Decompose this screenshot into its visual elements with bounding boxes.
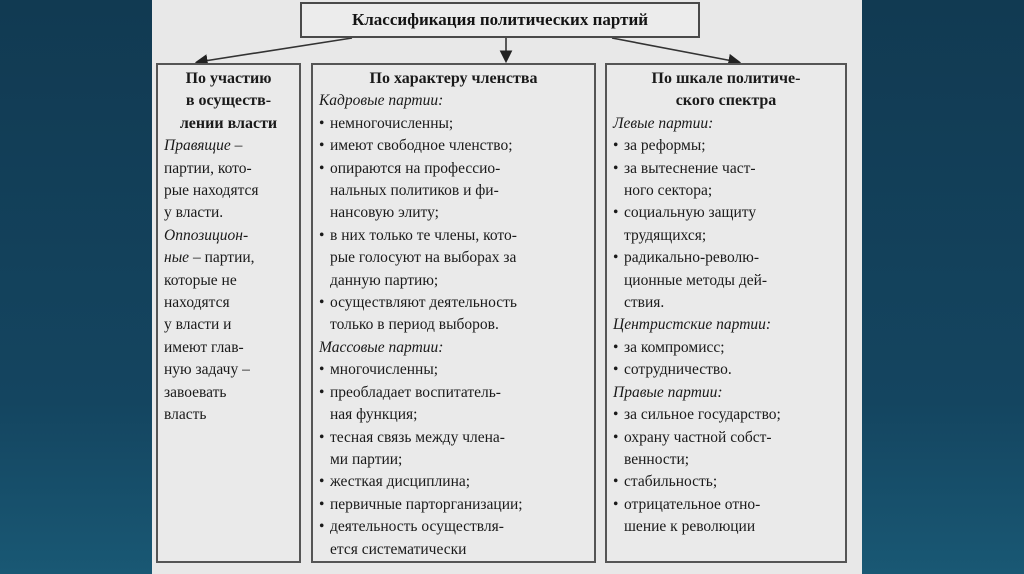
column-heading <box>613 68 839 113</box>
column-by-membership <box>311 63 596 563</box>
term-opposition-cont: ные <box>164 249 190 267</box>
heading-line: По шкале политиче- <box>651 70 801 87</box>
text-line: • охрану частной собст- <box>624 428 772 446</box>
list-item <box>613 359 839 381</box>
text-line: • деятельность осуществля- <box>330 518 504 536</box>
text-line: находятся <box>164 294 230 312</box>
text-line: которые не <box>164 271 237 289</box>
list-item <box>319 494 588 516</box>
text-line: • опираются на профессио- <box>330 159 501 177</box>
text-line: ционные методы дей- <box>624 271 768 289</box>
list-item <box>319 382 588 427</box>
column-by-political-spectrum <box>605 63 847 563</box>
text-line: • социальную защиту <box>624 204 757 222</box>
text-line: • за вытеснение част- <box>624 159 756 177</box>
list-item <box>319 158 588 225</box>
list-item <box>319 225 588 292</box>
group-label-mass: Массовые партии: <box>319 338 444 356</box>
heading-line: в осуществ- <box>185 92 272 110</box>
text-line: • первичные парторганизации; <box>330 495 523 513</box>
text-line: завоевать <box>164 383 227 401</box>
list-item <box>613 471 839 493</box>
list-item <box>319 359 588 381</box>
text-line: венности; <box>624 450 690 468</box>
text-line: – <box>230 137 243 155</box>
text-line: ную задачу – <box>164 361 250 379</box>
text-line: у власти и <box>164 316 232 334</box>
text-line: только в период выборов. <box>330 316 499 334</box>
group-label-cadre: Кадровые партии: <box>319 92 444 110</box>
text-line: шение к революции <box>624 518 756 536</box>
text-line: трудящихся; <box>624 226 707 244</box>
list-item <box>319 471 588 493</box>
column-heading <box>164 68 293 135</box>
list-item <box>613 247 839 314</box>
text-line: ного сектора; <box>624 182 713 200</box>
column-heading: По характеру членства <box>369 70 538 87</box>
text-line: • за реформы; <box>624 137 706 155</box>
term-opposition: Оппозицион- <box>164 226 249 244</box>
list-item <box>613 404 839 426</box>
list-item <box>613 337 839 359</box>
text-line: • радикально-револю- <box>624 249 759 267</box>
text-line: • тесная связь между члена- <box>330 428 505 446</box>
scanned-diagram <box>152 0 862 574</box>
text-line: нальных политиков и фи- <box>330 182 499 200</box>
text-line: – партии, <box>189 249 255 267</box>
text-line: ствия. <box>624 294 665 312</box>
list-item <box>613 158 839 203</box>
term-ruling: Правящие <box>164 137 231 155</box>
text-line: • за сильное государство; <box>624 406 781 424</box>
slide-background-right <box>862 0 1024 574</box>
text-line: власть <box>164 406 207 424</box>
text-line: ная функция; <box>330 406 418 424</box>
list-item <box>319 292 588 337</box>
text-line: у власти. <box>164 204 224 222</box>
text-line: ми партии; <box>330 450 403 468</box>
text-line: • за компромисс; <box>624 338 725 356</box>
text-line: партии, кото- <box>164 159 252 177</box>
slide-background-left <box>0 0 152 574</box>
list-item <box>613 135 839 157</box>
list-item <box>613 202 839 247</box>
text-line: • осуществляют деятельность <box>330 294 517 312</box>
text-line: • немногочисленны; <box>330 114 454 132</box>
text-line: нансовую элиту; <box>330 204 439 222</box>
heading-line: ского спектра <box>675 92 777 110</box>
text-line: • жесткая дисциплина; <box>330 473 471 491</box>
group-label-centrist: Центристские партии: <box>613 316 772 334</box>
heading-line: По участию <box>185 70 272 87</box>
text-line: рые находятся <box>164 182 259 200</box>
text-line: данную партию; <box>330 271 439 289</box>
text-line: • преобладает воспитатель- <box>330 383 501 401</box>
column-by-power-participation <box>156 63 301 563</box>
ruling-parties-block <box>164 135 293 225</box>
group-label-right: Правые партии: <box>613 383 723 401</box>
opposition-parties-block <box>164 225 293 427</box>
list-item <box>319 135 588 157</box>
text-line: • стабильность; <box>624 473 718 491</box>
list-item <box>319 516 588 561</box>
text-line: • имеют свободное членство; <box>330 137 513 155</box>
group-label-left: Левые партии: <box>613 114 714 132</box>
heading-line: лении власти <box>179 114 278 132</box>
list-item <box>613 494 839 539</box>
text-line: • в них только те члены, кото- <box>330 226 517 244</box>
list-item <box>319 113 588 135</box>
text-line: имеют глав- <box>164 338 244 356</box>
text-line: • многочисленны; <box>330 361 439 379</box>
text-line: ется систематически <box>330 540 467 558</box>
diagram-title: Классификация политических партий <box>300 2 700 38</box>
list-item <box>319 427 588 472</box>
text-line: • отрицательное отно- <box>624 495 761 513</box>
list-item <box>613 427 839 472</box>
text-line: рые голосуют на выборах за <box>330 249 517 267</box>
text-line: • сотрудничество. <box>624 361 732 379</box>
